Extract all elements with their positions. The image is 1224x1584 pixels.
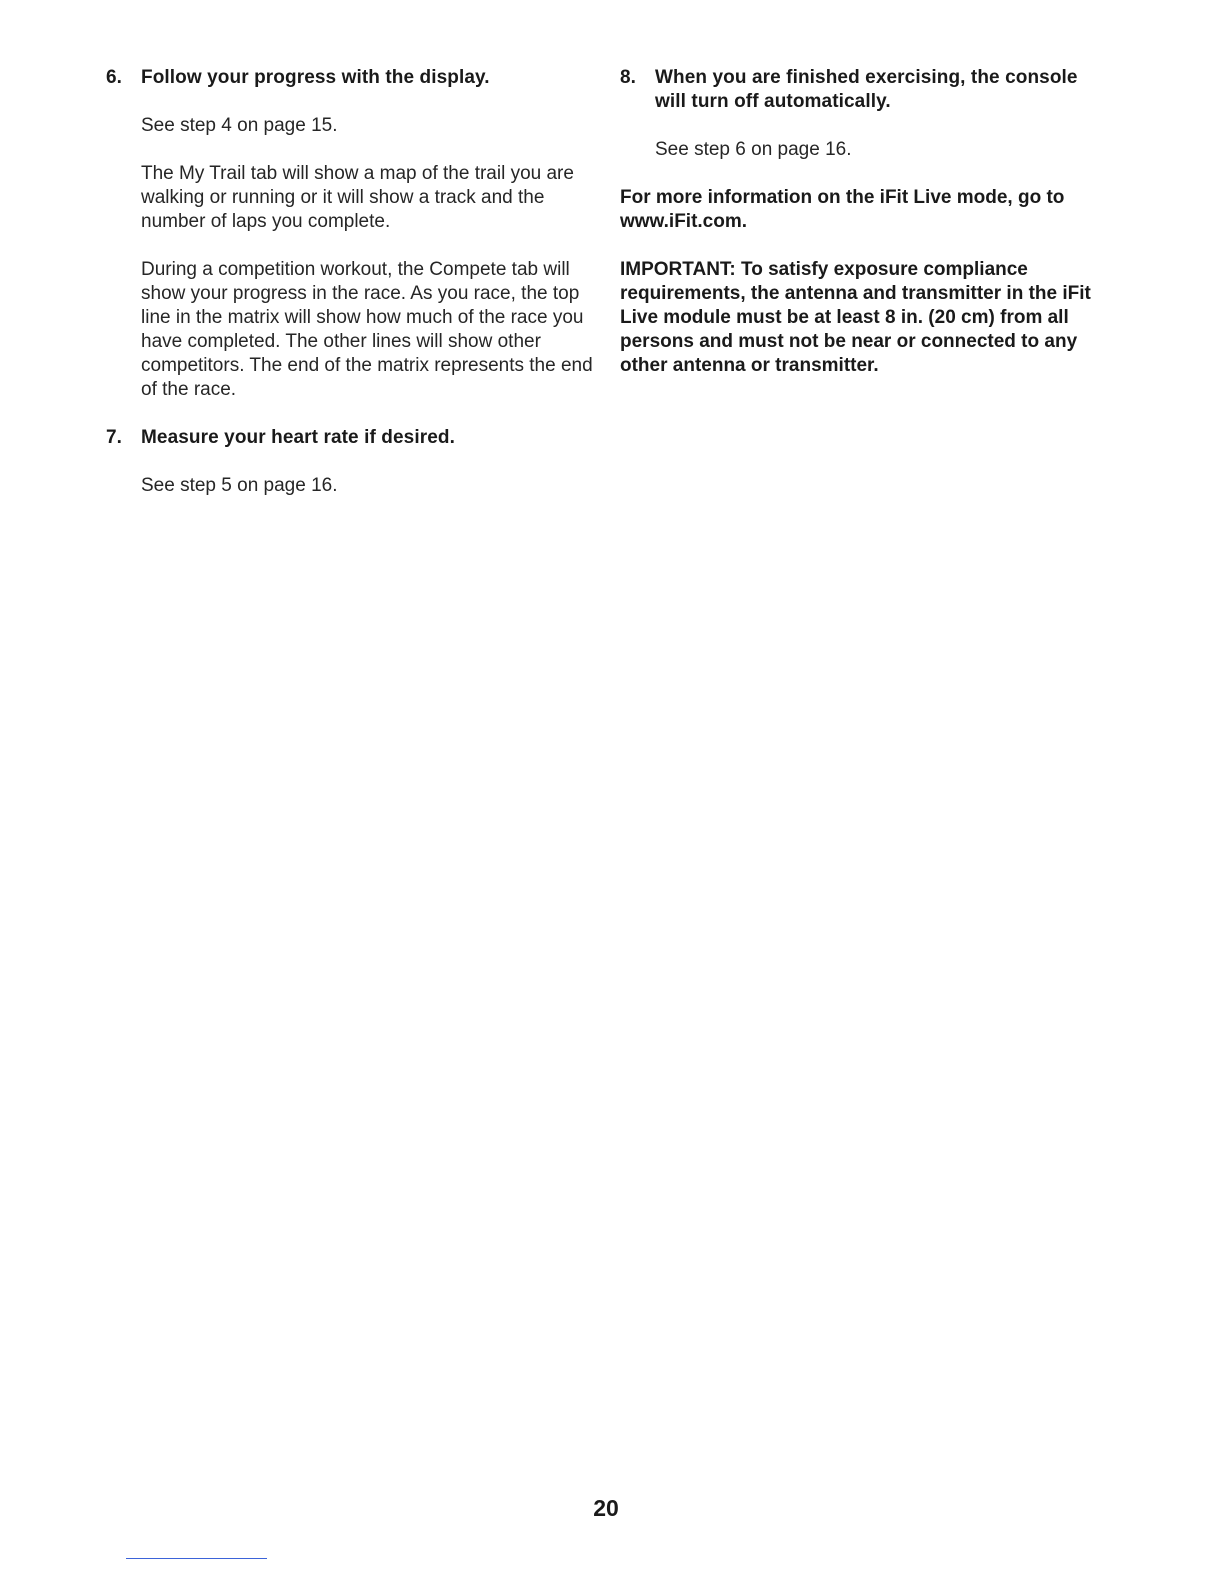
step-8-paragraph-1: See step 6 on page 16. bbox=[655, 139, 852, 160]
step-7-heading bbox=[106, 426, 598, 450]
step-7-paragraph-1: See step 5 on page 16. bbox=[141, 475, 338, 496]
step-8-heading bbox=[620, 66, 1110, 114]
ifit-info-note: For more information on the iFit Live mode, go to www.iFit.com. bbox=[620, 187, 1065, 232]
page-number: 20 bbox=[593, 1495, 619, 1521]
footer-rule bbox=[126, 1558, 267, 1559]
right-column bbox=[620, 66, 1110, 378]
step-6-body bbox=[141, 114, 598, 402]
step-7-title: Measure your heart rate if desired. bbox=[141, 427, 455, 448]
step-7-number: 7. bbox=[106, 427, 123, 448]
step-7 bbox=[106, 426, 598, 498]
step-8-number: 8. bbox=[620, 67, 637, 88]
step-6-paragraph-3: During a competition workout, the Compete tab will show your progress in the race. As you race, the top line in the matrix will show how much of the race you have completed. The other lines will show other competitors. The end of the matrix represents the end of the race. bbox=[141, 259, 593, 400]
step-6-paragraph-1: See step 4 on page 15. bbox=[141, 115, 338, 136]
step-8-body bbox=[655, 138, 1110, 162]
step-6-number: 6. bbox=[106, 67, 123, 88]
step-8-title: When you are finished exercising, the console will turn off automatically. bbox=[655, 67, 1078, 112]
step-6-paragraph-2: The My Trail tab will show a map of the trail you are walking or running or it will show a track and the number of laps you complete. bbox=[141, 163, 574, 232]
step-7-body bbox=[141, 474, 598, 498]
step-6 bbox=[106, 66, 598, 402]
step-8 bbox=[620, 66, 1110, 162]
left-column bbox=[106, 66, 598, 498]
important-compliance-note: IMPORTANT: To satisfy exposure compliance requirements, the antenna and transmitter in the iFit Live module must be at least 8 in. (20 cm) from all persons and must not be near or connected to any other antenna or transmitter. bbox=[620, 259, 1091, 376]
step-6-heading bbox=[106, 66, 598, 90]
step-6-title: Follow your progress with the display. bbox=[141, 67, 490, 88]
